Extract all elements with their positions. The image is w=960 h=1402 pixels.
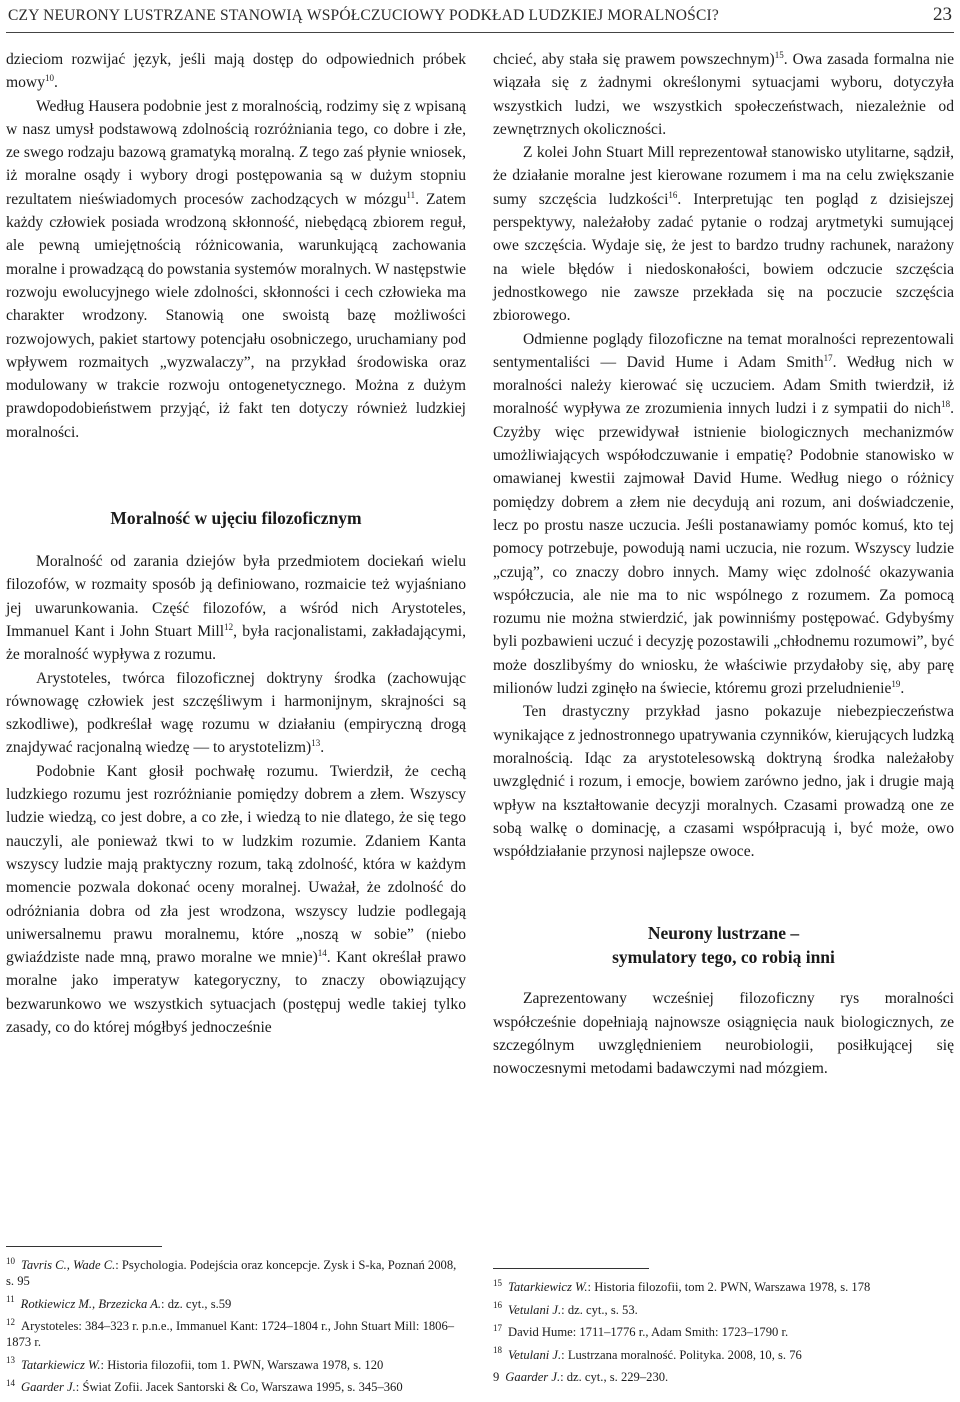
paragraph: Według Hausera podobnie jest z moralnością, rodzimy się z wpisaną w nasz umysł podstawową zdolnością rozróżniania tego, co dobre i złe, ze swego rodzaju bazową gramatyką moralną. Z tego zaś płynie wniosek, iż moralne osądy i wybory drogi postępowania są w dużym stopniu rezultatem nieświadomych procesów zachodzących w mózgu$^{11}$. Zatem każdy człowiek posiada wrodzoną skłonność, niebędącą zbiorem reguł, ale pewną umiejętnością różnicowania, warunkującą zachowania moralne i prowadzącą do powstania systemów moralnych. W następstwie rozwoju ewolucyjnego wiele zdolności, skłonności i cech człowieka ma charakter wrodzony. Stanowią one swoistą bazę możliwości rozwojowych, pakiet startowy potencjału osobniczego, uruchamiany pod wpływem rozmaitych „wyzwalaczy”, na przykład środowiska oraz modulowany w trakcie rozwoju ontogenetycznego. Można z dużym prawdopodobieństwem przyjąć, iż fakt ten dotyczy również ludzkiej moralności. — [6, 97, 466, 441]
page-number: 23 — [933, 4, 952, 25]
footnote-separator — [6, 1246, 162, 1247]
footnote-ref[interactable]: 16 — [668, 189, 678, 200]
running-header-title: CZY NEURONY LUSTRZANE STANOWIĄ WSPÓŁCZUCIOWY PODKŁAD LUDZKIEJ MORALNOŚCI? — [8, 7, 719, 24]
footnote: $^{17}$ David Hume: 1711–1776 r., Adam Smith: 1723–1790 r. — [493, 1322, 789, 1339]
footnote-ref[interactable]: 14 — [317, 947, 327, 958]
paragraph: dzieciom rozwijać język, jeśli mają dostęp do odpowiednich próbek mowy$^{10}$. — [6, 51, 466, 92]
section-heading-line: Neurony lustrzane – — [647, 923, 800, 944]
footnote: $^{12}$ Arystoteles: 384–323 r. p.n.e., Immanuel Kant: 1724–1804 r., John Stuart Mill: 1806–1873 r. — [6, 1316, 455, 1349]
paragraph: Podobnie Kant głosił pochwałę rozumu. Twierdził, że cechą ludzkiego rozumu jest rozróżnianie pomiędzy dobrem a złem. Wszyscy ludzie wiedzą, co jest dobre, a co złe, i wiedzą to nie dlatego, że się tego nauczyli, ale ponieważ tkwi to w ludzkim rozumie. Zdaniem Kanta wszyscy ludzie mają praktyczny rozum, taką zdolność, która w każdym momencie pozwala dokonać oceny moralnej. Uważał, że zdolność do odróżniania dobra od zła jest wrodzona, wszyscy ludzie podlegają uniwersalnemu prawu moralnemu, które „noszą w sobie” (niebo gwiaździste nade mną, prawo moralne we mnie)$^{14}$. Kant określał prawo moralne jako imperatyw kategoryczny, to znaczy obowiązujący bezwarunkowo we wszystkich sytuacjach (postępuj wedle takiej tylko zasady, co do której mógłbyś jednocześnie — [6, 762, 466, 1036]
footnote: $^{13}$ Tatarkiewicz W.: Historia filozofii, tom 1. PWN, Warszawa 1978, s. 120 — [6, 1355, 384, 1372]
footnote: $^{18}$ Vetulani J.: Lustrzana moralność. Polityka. 2008, 10, s. 76 — [493, 1345, 802, 1362]
paragraph: Ten drastyczny przykład jasno pokazuje niebezpieczeństwa wynikające z jednostronnego upatrywania czynników, kierujących ludzką moralnością. Idąc za arystotelesowską doktryną środka należałoby uwzględnić i rozum, i emocje, bowiem zarówno jedno, jak i drugie mają wpływ na kształtowanie decyzji moralnych. Czasami prowadzą one ze sobą walkę o dominację, a czasami współpracują i, być może, owo współdziałanie przynosi najlepsze owoce. — [493, 703, 954, 861]
footnote-ref[interactable]: 18 — [941, 399, 951, 410]
footnote-ref[interactable]: 10 — [44, 73, 54, 84]
footnote: $^{14}$ Gaarder J.: Świat Zofii. Jacek Santorski & Co, Warszawa 1995, s. 345–360 — [6, 1377, 403, 1394]
section-heading — [493, 921, 954, 969]
footnote-ref[interactable]: 13 — [311, 738, 321, 749]
footnotes-right — [493, 1268, 954, 1392]
footnote-ref[interactable]: 11 — [406, 189, 416, 200]
section-heading-line: symulatory tego, co robią inni — [612, 947, 835, 968]
footnote-separator — [493, 1268, 649, 1269]
footnote-ref[interactable]: 12 — [224, 621, 234, 632]
paragraph: Zaprezentowany wcześniej filozoficzny rys moralności współcześnie dopełniają najnowsze osiągnięcia nauk biologicznych, ze szczególnym uwzględnieniem neurobiologii, posiłkującej się nowoczesnymi metodami badawczymi nad mózgiem. — [493, 990, 954, 1078]
footnote-ref[interactable]: 17 — [823, 352, 833, 363]
paragraph: chcieć, aby stała się prawem powszechnym)$^{15}$. Owa zasada formalna nie wiązała się z żadnymi określonymi sytuacjami wyboru, dotyczyła wszystkich ludzi, we wszystkich społeczeństwach, niezależnie od zewnętrznych okoliczności. — [493, 49, 954, 138]
footnote: $^{11}$ Rotkiewicz M., Brzezicka A.: dz. cyt., s.59 — [6, 1294, 232, 1311]
footnote: $^{16}$ Vetulani J.: dz. cyt., s. 53. — [493, 1300, 638, 1317]
section-heading: Moralność w ujęciu filozoficznym — [110, 508, 362, 529]
footnote-ref[interactable]: 15 — [774, 49, 784, 60]
paragraph: Arystoteles, twórca filozoficznej doktryny środka (zachowując równowagę człowiek jest szczęśliwym i harmonijnym, skrajności są szkodliwe), podkreślał wagę rozumu w działaniu (empiryczną drogą znajdywać racjonalną wiedzę — to arystotelizm)$^{13}$. — [6, 669, 466, 757]
footnote: 9 Gaarder J.: dz. cyt., s. 229–230. — [493, 1370, 669, 1384]
paragraph: Z kolei John Stuart Mill reprezentował stanowisko utylitarne, sądził, że działanie moralne jest kierowane rozumem i ma na celu zwiększanie sumy szczęścia ludzkości$^{16}$. Interpretując ten pogląd z dzisiejszej perspektywy, należałoby zadać pytanie o rodzaj arytmetyki sumującej owe szczęścia. Wydaje się, że jest to bardzo trudny rachunek, narażony na wiele błędów i niedoskonałości, bowiem odczucie szczęścia jednostkowego nie zawsze przekłada się na poczucie szczęścia zbiorowego. — [493, 144, 954, 325]
footnote-ref[interactable]: 19 — [891, 678, 901, 689]
footnote: $^{10}$ Tavris C., Wade C.: Psychologia. Podejścia oraz koncepcje. Zysk i S-ka, Poznań 2008, s. 95 — [6, 1255, 457, 1288]
paragraph: Odmienne poglądy filozoficzne na temat moralności reprezentowali sentymentaliści — David Hume i Adam Smith$^{17}$. Według nich w moralności należy kierować się uczuciem. Adam Smith twierdził, iż moralność wypływa ze zrozumienia innych ludzi i z sympatii do nich$^{18}$. Czyżby więc przewidywał istnienie biologicznych mechanizmów umożliwiających współodczuwanie i empatię? Podobnie stanowisko w omawianej kwestii zajmował David Hume. Według niego o różnicy pomiędzy dobrem a złem nie decydują ani rozum, ani doświadczenie, lecz po prostu nasze uczucia. Jeśli postanawiamy pomóc komuś, kto tej pomocy potrzebuje, powodują nami uczucia, nie rozum. Wszyscy ludzie „czują”, co znaczy dobro innych. Mamy więc zdolność okazywania współczucia, ale nie ma to nic wspólnego z rozumem. Za pomocą rozumu nie można stwierdzić, jak powinniśmy postępować. Gdybyśmy byli pozbawieni uczuć i decyzję pozostawili „chłodnemu rozumowi”, być może doszlibyśmy do wniosku, że właściwie przydałoby się, aby parę milionów ludzi zginęło na świecie, któremu grozi przeludnienie$^{19}$. — [493, 330, 954, 698]
footnote: $^{15}$ Tatarkiewicz W.: Historia filozofii, tom 2. PWN, Warszawa 1978, s. 178 — [493, 1277, 871, 1294]
paragraph: Moralność od zarania dziejów była przedmiotem dociekań wielu filozofów, w rozmaity sposób ją definiowano, rozmaicie też wyjaśniano jej uwarunkowania. Część filozofów, a wśród nich Arystoteles, Immanuel Kant i John Stuart Mill$^{12}$, była racjonalistami, zakładającymi, że moralność wypływa z rozumu. — [6, 553, 466, 664]
right-column — [493, 48, 954, 1081]
running-header — [6, 2, 954, 33]
footnotes-left — [6, 1246, 466, 1402]
left-column — [6, 48, 466, 1039]
